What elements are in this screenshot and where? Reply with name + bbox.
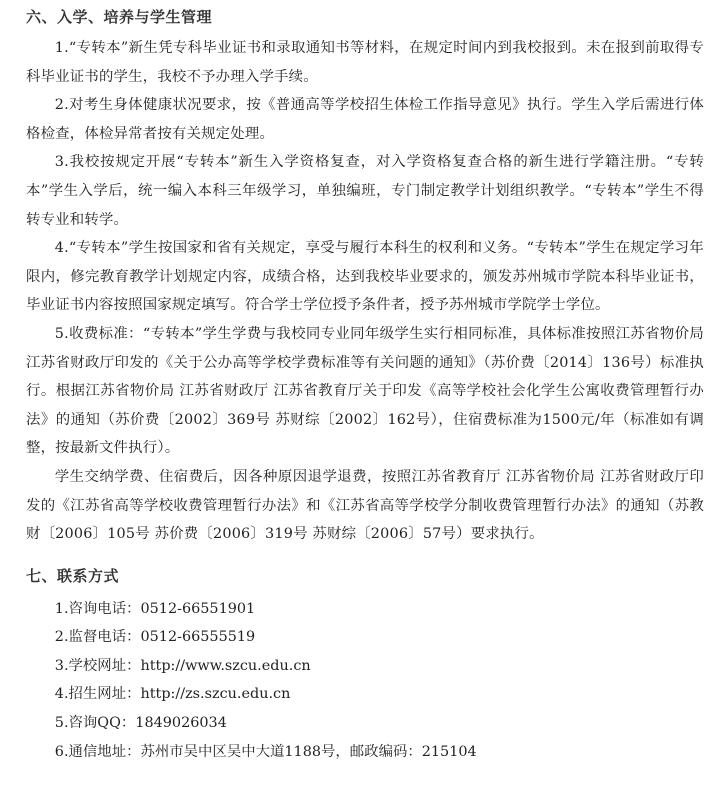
section-heading-contact: 七、联系方式: [26, 566, 120, 585]
contact-school-website: 3.学校网址：http://www.szcu.edu.cn: [54, 657, 311, 674]
contact-list: [26, 595, 704, 767]
paragraph-registration: 1.“专转本”新生凭专科毕业证书和录取通知书等材料，在规定时间内到我校报到。未在报到前取得专科毕业证书的学生，我校不予办理入学手续。: [26, 40, 704, 85]
contact-supervision-phone: 2.监督电话：0512-66555519: [54, 629, 256, 646]
contact-qq: 5.咨询QQ：1849026034: [54, 715, 227, 732]
paragraph-qualification-review: 3.我校按规定开展“专转本”新生入学资格复查，对入学资格复查合格的新生进行学籍注册。“专转本”学生入学后，统一编入本科三年级学习，单独编班，专门制定教学计划组织教学。“专转本”学生不得转专业和转学。: [26, 154, 704, 228]
paragraph-fee-standard: 5.收费标准：“专转本”学生学费与我校同专业同年级学生实行相同标准，具体标准按照江苏省物价局 江苏省财政厅印发的《关于公办高等学校学费标准等有关问题的通知》（苏价费〔2014〕136号）标准执行。根据江苏省物价局 江苏省财政厅 江苏省教育厅关于印发《高等学校社会化学生公寓收费管理暂行办法》的通知（苏价费〔2002〕369号 苏财综〔2002〕162号），住宿费标准为1500元/年（标准如有调整，按最新文件执行）。: [26, 325, 704, 457]
section-heading-admission: 六、入学、培养与学生管理: [26, 8, 213, 26]
paragraph-refund: 学生交纳学费、住宿费后，因各种原因退学退费，按照江苏省教育厅 江苏省物价局 江苏省财政厅印发的《江苏省高等学校收费管理暂行办法》和《江苏省高等学校学分制收费管理暂行办法》的通知（苏教财〔2006〕105号 苏价费〔2006〕319号 苏财综〔2006〕57号）要求执行。: [26, 468, 704, 543]
paragraph-health-check: 2.对考生身体健康状况要求，按《普通高等学校招生体检工作指导意见》执行。学生入学后需进行体格检查，体检异常者按有关规定处理。: [26, 97, 704, 142]
paragraph-rights-graduation: 4.“专转本”学生按国家和省有关规定，享受与履行本科生的权利和义务。“专转本”学生在规定学习年限内，修完教育教学计划规定内容，成绩合格，达到我校毕业要求的，颁发苏州城市学院本科毕业证书，毕业证书内容按照国家规定填写。符合学士学位授予条件者，授予苏州城市学院学士学位。: [26, 240, 704, 314]
contact-address: 6.通信地址：苏州市吴中区吴中大道1188号，邮政编码：215104: [54, 743, 477, 760]
contact-phone: 1.咨询电话：0512-66551901: [54, 600, 256, 617]
contact-admission-website: 4.招生网址：http://zs.szcu.edu.cn: [54, 686, 291, 703]
